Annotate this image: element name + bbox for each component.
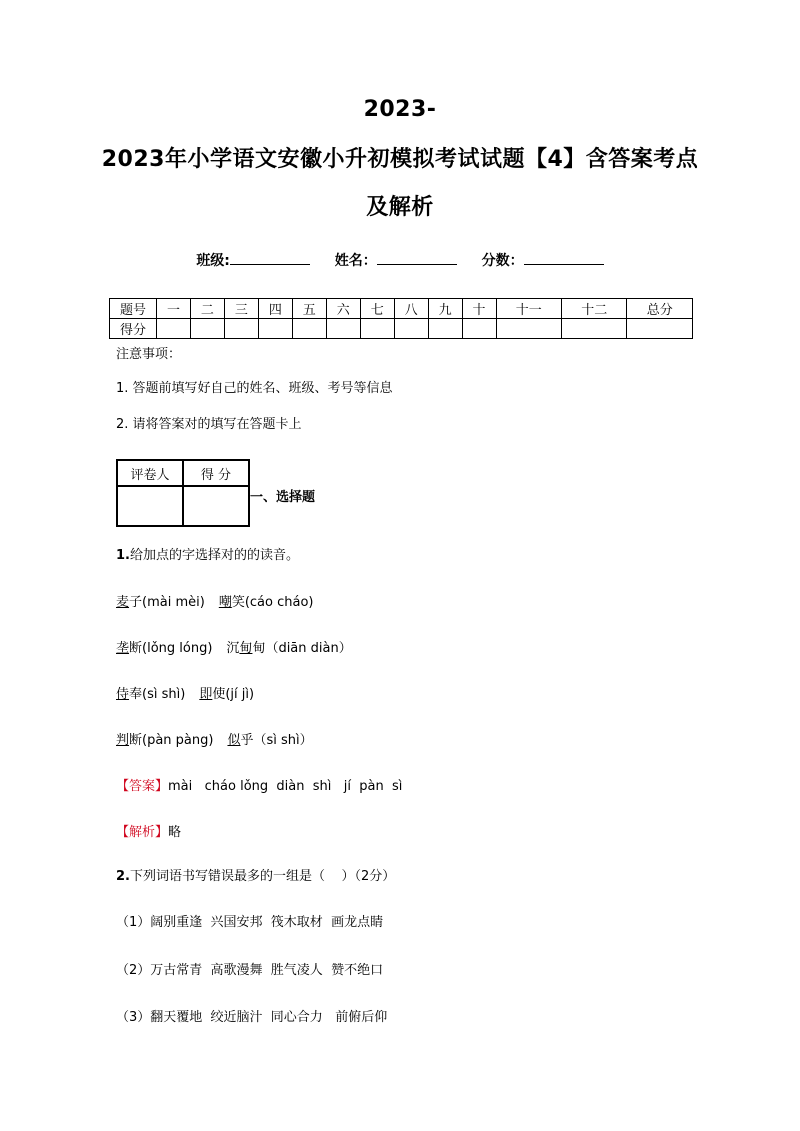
- dotted-char: 似: [227, 733, 241, 748]
- score-table-header-cell: 十一: [496, 299, 561, 319]
- grader-cell[interactable]: [117, 486, 183, 526]
- pinyin-options: 子(mài mèi): [129, 595, 205, 610]
- dotted-char: 判: [116, 733, 130, 748]
- score-cell[interactable]: [428, 319, 462, 339]
- name-blank[interactable]: [377, 250, 457, 265]
- question-text: 下列词语书写错误最多的一组是（ ）（2分）: [129, 869, 396, 884]
- option-line: （3）翻天覆地 绞近脑汁 同心合力 前俯后仰: [116, 1010, 388, 1025]
- option-line: （1）阔别重逢 兴国安邦 筏木取材 画龙点睛: [116, 915, 384, 930]
- notes-title: 注意事项：: [116, 347, 182, 362]
- score-table: [109, 298, 693, 339]
- pinyin-line: [116, 637, 352, 656]
- score-table-header-cell: 七: [360, 299, 394, 319]
- score-table-header-cell: 九: [428, 299, 462, 319]
- score-table-header-cell: 二: [190, 299, 224, 319]
- grader-box: [116, 459, 250, 527]
- pinyin-options: 断(lǒng lóng): [129, 641, 213, 656]
- analysis-line: [116, 821, 181, 840]
- pinyin-options: 乎（sì shì）: [240, 733, 313, 748]
- pinyin-line: [116, 591, 313, 610]
- dotted-char: 即: [199, 687, 213, 702]
- score-cell[interactable]: [394, 319, 428, 339]
- class-blank[interactable]: [230, 250, 310, 265]
- answer-line: [116, 775, 402, 794]
- pinyin-line: [116, 729, 313, 748]
- grader-score-cell[interactable]: [183, 486, 249, 526]
- score-row-label: 得分: [110, 319, 157, 339]
- question-2-stem: [116, 865, 395, 884]
- score-table-header-cell: 四: [258, 299, 292, 319]
- dotted-char: 麦: [116, 595, 130, 610]
- score-cell[interactable]: [360, 319, 394, 339]
- score-cell[interactable]: [627, 319, 693, 339]
- score-cell[interactable]: [157, 319, 191, 339]
- pinyin-options: 甸（diān diàn）: [252, 641, 352, 656]
- score-cell[interactable]: [224, 319, 258, 339]
- analysis-text: 略: [168, 825, 182, 840]
- dotted-char: 嘲: [218, 595, 232, 610]
- score-cell[interactable]: [496, 319, 561, 339]
- score-cell[interactable]: [292, 319, 326, 339]
- score-table-header-cell: 六: [326, 299, 360, 319]
- score-cell[interactable]: [561, 319, 626, 339]
- student-info-row: [0, 250, 800, 270]
- grader-header: 评卷人: [117, 460, 183, 486]
- option-line: （2）万古常青 高歌漫舞 胜气凌人 赞不绝口: [116, 963, 384, 978]
- dotted-char: 甸: [239, 641, 253, 656]
- score-table-header-cell: 题号: [110, 299, 157, 319]
- class-field[interactable]: [196, 250, 310, 270]
- score-field[interactable]: [482, 250, 604, 270]
- score-table-score-row: [110, 319, 693, 339]
- class-label: 班级:: [196, 253, 230, 269]
- pinyin-line: [116, 683, 254, 702]
- dotted-char: 垄: [116, 641, 130, 656]
- pinyin-options: 奉(sì shì): [129, 687, 186, 702]
- score-table-header-cell: 三: [224, 299, 258, 319]
- plain-char: 沉: [226, 641, 240, 656]
- answer-label: 【答案】: [116, 779, 169, 794]
- pinyin-options: 使(jí jì): [212, 687, 255, 702]
- section-label: 一、选择题: [250, 490, 316, 505]
- score-label: 分数：: [481, 253, 524, 269]
- score-table-header-cell: 总分: [627, 299, 693, 319]
- score-table-header-cell: 五: [292, 299, 326, 319]
- title-line-1: 2023-: [363, 97, 437, 122]
- question-number: 1.: [116, 548, 130, 563]
- analysis-label: 【解析】: [116, 825, 169, 840]
- score-cell[interactable]: [462, 319, 496, 339]
- title-line-3: 及解析: [366, 195, 434, 220]
- note-item: 1. 答题前填写好自己的姓名、班级、考号等信息: [116, 381, 393, 396]
- score-blank[interactable]: [524, 250, 604, 265]
- question-1-stem: [116, 544, 299, 563]
- question-number: 2.: [116, 869, 130, 884]
- score-table-header-cell: 十二: [561, 299, 626, 319]
- grader-score-header: 得 分: [183, 460, 249, 486]
- score-table-header-cell: 一: [157, 299, 191, 319]
- answer-text: mài cháo lǒng diàn shì jí pàn sì: [168, 779, 403, 794]
- title-line-2: 2023年小学语文安徽小升初模拟考试试题【4】含答案考点: [101, 147, 699, 172]
- score-table-header-row: [110, 299, 693, 319]
- question-text: 给加点的字选择对的的读音。: [129, 548, 299, 563]
- score-cell[interactable]: [258, 319, 292, 339]
- pinyin-options: 断(pàn pàng): [129, 733, 214, 748]
- score-cell[interactable]: [326, 319, 360, 339]
- dotted-char: 侍: [116, 687, 130, 702]
- score-cell[interactable]: [190, 319, 224, 339]
- score-table-header-cell: 十: [462, 299, 496, 319]
- name-label: 姓名：: [334, 253, 377, 269]
- name-field[interactable]: [335, 250, 457, 270]
- score-table-header-cell: 八: [394, 299, 428, 319]
- pinyin-options: 笑(cáo cháo): [231, 595, 314, 610]
- note-item: 2. 请将答案对的填写在答题卡上: [116, 417, 302, 432]
